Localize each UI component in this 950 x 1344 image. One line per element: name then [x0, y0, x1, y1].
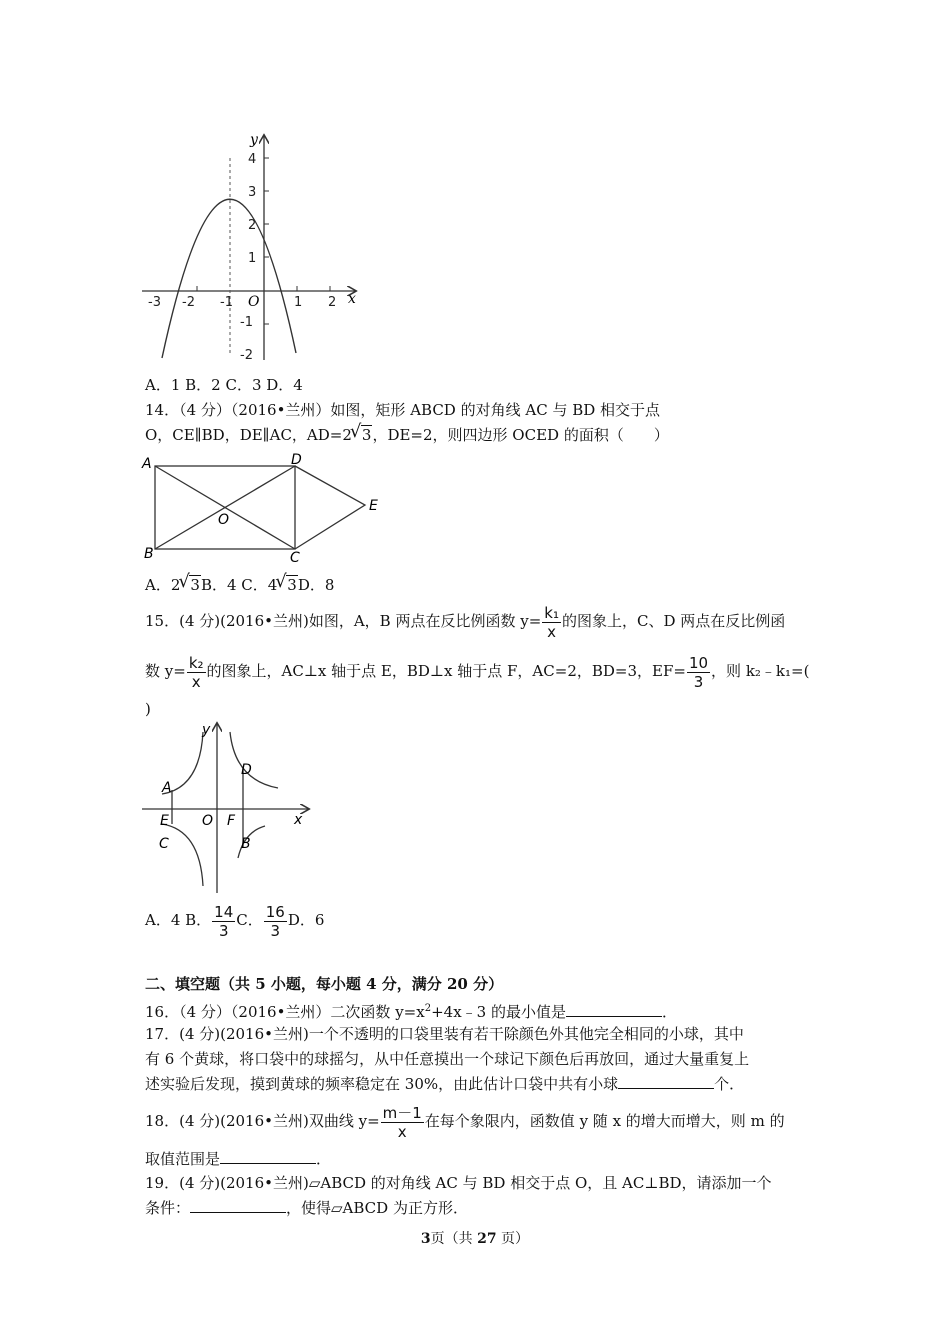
- hyperbola-branch: [162, 824, 203, 886]
- point-label-d: D: [241, 762, 252, 778]
- q18-stem-line2: 取值范围是 ．: [145, 1150, 332, 1168]
- q19-stem-line1: 19．(4 分)(2016•兰州)▱ABCD 的对角线 AC 与 BD 相交于点 O，且 AC⊥BD，请添加一个: [145, 1174, 772, 1192]
- x-tick-label: 1: [294, 295, 303, 310]
- answer-blank[interactable]: [190, 1198, 286, 1213]
- q17-stem-line2: 有 6 个黄球，将口袋中的球摇匀，从中任意摸出一个球记下颜色后再放回，通过大量重复上: [145, 1050, 750, 1068]
- section-title: 二、填空题（共 5 小题，每小题 4 分，满分 20 分）: [145, 975, 504, 993]
- point-label-c: C: [159, 836, 169, 852]
- x-tick-label: -2: [182, 295, 195, 310]
- y-tick-label: -1: [240, 315, 253, 330]
- q14-stem-line2: O，CE∥BD，DE∥AC，AD=2√ 3，DE=2，则四边形 OCED 的面积（ ）: [145, 424, 669, 446]
- point-label-a: A: [162, 780, 172, 796]
- answer-blank[interactable]: [220, 1149, 316, 1164]
- q15-stem-line2: 数 y= $\frac{\text{k₂}}{x}$ 的图象上，AC⊥x 轴于点 E，BD⊥x 轴于点 F，AC=2，BD=3，EF= $\frac{10}{3}$ ，则 k₂﹣k₁=(: [145, 653, 810, 691]
- parabola-curve: [162, 199, 296, 358]
- q14-stem-line1: 14．（4 分）（2016•兰州）如图，矩形 ABCD 的对角线 AC 与 BD 相交于点: [145, 401, 661, 419]
- q15-stem-line1: 15．(4 分)(2016•兰州)如图，A，B 两点在反比例函数 y= $\frac{\text{k₁}}{x}$ 的图象上，C、D 两点在反比例函: [145, 603, 786, 641]
- point-label-f: F: [227, 813, 236, 829]
- q15-options: A．4 B． $\frac{14}{3}$ C． $\frac{16}{3}$ D．6: [145, 902, 325, 940]
- y-axis-label: y: [250, 132, 258, 148]
- y-tick-label: 3: [248, 185, 257, 200]
- q13-options: A．1 B．2 C．3 D．4: [145, 376, 303, 394]
- point-label-o: O: [218, 512, 230, 528]
- q19-stem-line2: 条件： ，使得▱ABCD 为正方形．: [145, 1199, 468, 1217]
- answer-blank[interactable]: [566, 1002, 662, 1017]
- origin-label: O: [248, 294, 260, 310]
- y-tick-label: 1: [248, 251, 257, 266]
- y-tick-label: -2: [240, 348, 253, 363]
- point-label-c: C: [290, 550, 300, 566]
- y-tick-label: 4: [248, 152, 257, 167]
- point-label-b: B: [144, 546, 154, 562]
- q18-stem-line1: 18．(4 分)(2016•兰州)双曲线 y= $\frac{m-1}{x}$ 在每个象限内，函数值 y 随 x 的增大而增大，则 m 的: [145, 1103, 785, 1141]
- q17-stem-line3: 述实验后发现，摸到黄球的频率稳定在 30%，由此估计口袋中共有小球 个．: [145, 1075, 745, 1093]
- x-axis-label: x: [348, 291, 356, 307]
- point-label-b: B: [241, 836, 251, 852]
- answer-blank[interactable]: [618, 1074, 714, 1089]
- page-footer: 3页（共 27 页）: [420, 1231, 530, 1247]
- q14-options: A．2√ 3B．4 C．4√ 3D．8: [145, 574, 334, 596]
- point-label-e: E: [160, 813, 169, 829]
- parabola-figure: [140, 128, 370, 368]
- rectangle-figure: [140, 452, 390, 570]
- hyperbola-figure: [140, 718, 315, 896]
- y-tick-label: 2: [248, 218, 257, 233]
- x-tick-label: 2: [328, 295, 337, 310]
- q17-stem-line1: 17．(4 分)(2016•兰州)一个不透明的口袋里装有若干除颜色外其他完全相同的小球，其中: [145, 1025, 744, 1043]
- point-label-d: D: [291, 452, 302, 468]
- q16-stem: 16．（4 分）（2016•兰州）二次函数 $y=x^2+4x﹣3$ 的最小值是 ．: [145, 1003, 677, 1021]
- point-label-e: E: [369, 498, 378, 514]
- origin-label: O: [202, 813, 214, 829]
- x-tick-label: -3: [148, 295, 161, 310]
- point-label-a: A: [142, 456, 152, 472]
- q15-stem-line3: ): [145, 700, 151, 718]
- y-axis-label: y: [202, 722, 211, 738]
- hyperbola-branch: [230, 732, 278, 788]
- x-tick-label: -1: [220, 295, 233, 310]
- x-axis-label: x: [294, 812, 303, 828]
